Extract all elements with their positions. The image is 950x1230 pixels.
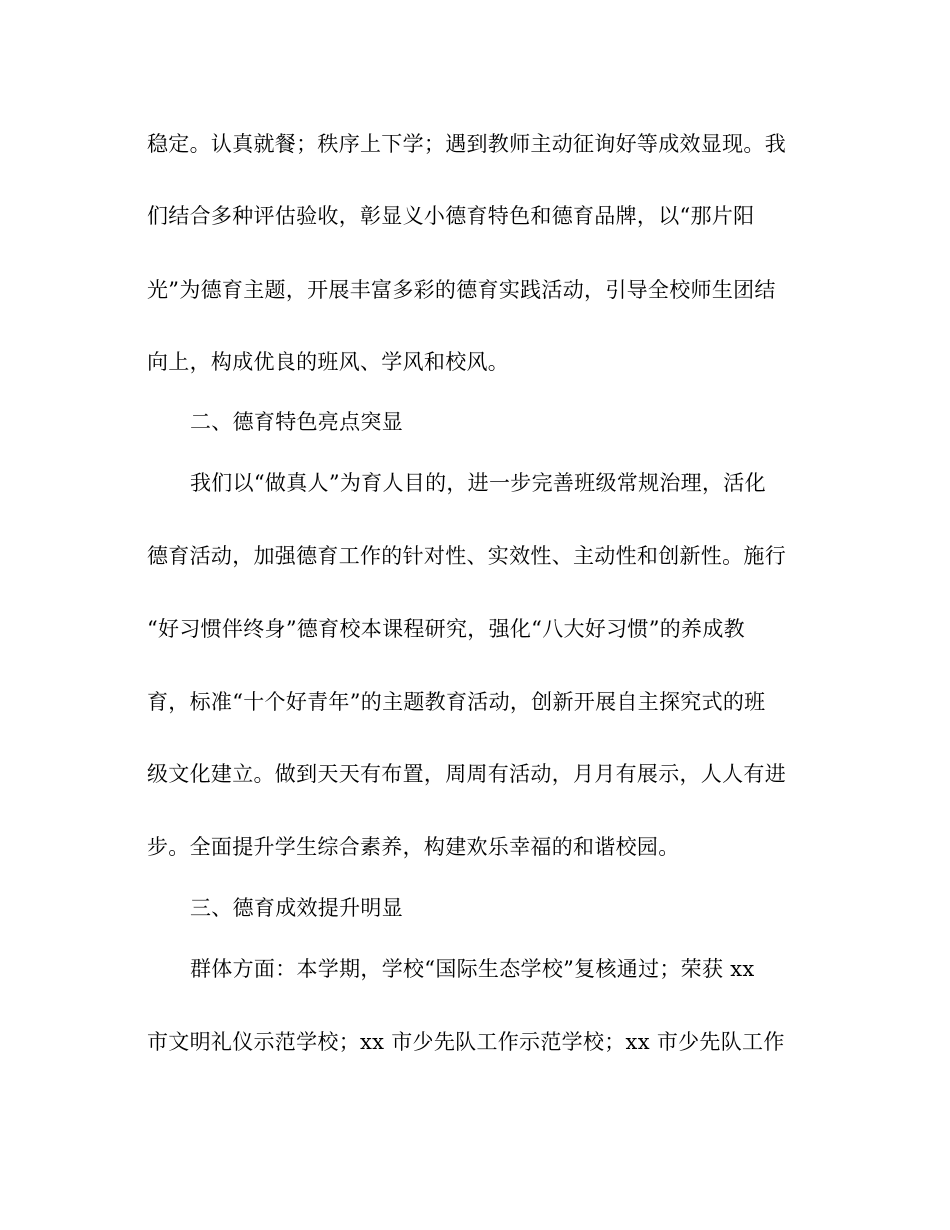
text-line: 们结合多种评估验收，彰显义小德育特色和德育品牌，以“那片阳 [147, 204, 755, 228]
text-line: 稳定。认真就餐；秩序上下学；遇到教师主动征询好等成效显现。我 [147, 132, 786, 156]
text-line: 德育活动，加强德育工作的针对性、实效性、主动性和创新性。施行 [147, 544, 786, 568]
text-line: 向上，构成优良的班风、学风和校风。 [147, 350, 510, 374]
text-line: 步。全面提升学生综合素养，构建欢乐幸福的和谐校园。 [147, 835, 680, 859]
text-line: “好习惯伴终身”德育校本课程研究，强化“八大好习惯”的养成教 [147, 617, 745, 641]
text-line: 光”为德育主题，开展丰富多彩的德育实践活动，引导全校师生团结 [147, 278, 776, 302]
text-line: 市文明礼仪示范学校；xx 市少先队工作示范学校；xx 市少先队工作 [147, 1030, 785, 1054]
text-line: 育，标准“十个好青年”的主题教育活动，创新开展自主探究式的班 [147, 690, 766, 714]
section-heading: 三、德育成效提升明显 [190, 896, 403, 920]
text-line: 群体方面：本学期，学校“国际生态学校”复核通过；荣获 xx [190, 957, 755, 981]
text-line: 我们以“做真人”为育人目的，进一步完善班级常规治理，活化 [190, 471, 766, 495]
text-line: 级文化建立。做到天天有布置，周周有活动，月月有展示，人人有进 [147, 762, 786, 786]
section-heading: 二、德育特色亮点突显 [190, 410, 403, 434]
